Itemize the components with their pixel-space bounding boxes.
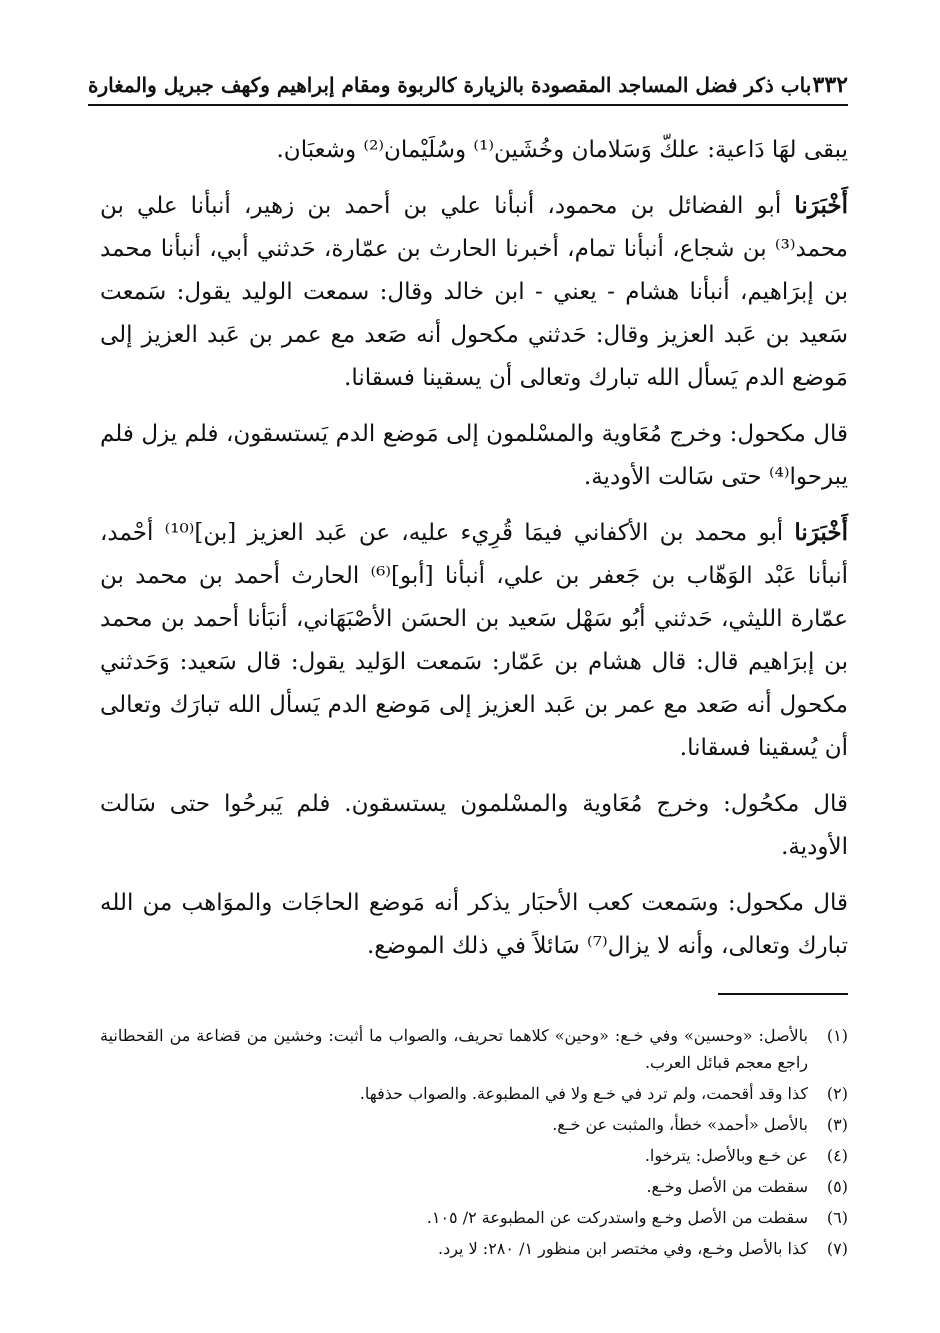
footnote-text: كذا وقد أقحمت، ولم ترد في خـع ولا في المطبوعة. والصواب حذفها. bbox=[359, 1084, 808, 1103]
footnote-text: سقطت من الأصل وخـع واستدركت عن المطبوعة ٢/ ١٠٥. bbox=[426, 1208, 808, 1227]
footnote-number: (٧) bbox=[826, 1239, 848, 1258]
paragraph-1 bbox=[100, 128, 848, 172]
footnote-text: بالأصل: «وحسين» وفي خـع: «وحين» كلاهما تحريف، والصواب ما أثبت: وخشين من قضاعة من القحطانية راجع معجم قبائل العرب. bbox=[100, 1026, 808, 1072]
paragraph-6 bbox=[100, 881, 848, 968]
footnote-separator bbox=[718, 993, 848, 995]
paragraph-text: قال مكحُول: وخرج مُعَاوية والمسْلمون يستسقون. فلم يَبرحُوا حتى سَالت الأودية. bbox=[100, 791, 848, 860]
paragraph-lead: أَخْبَرَنا bbox=[794, 192, 848, 219]
footnote-text: سقطت من الأصل وخـع. bbox=[646, 1177, 808, 1196]
paragraph-2 bbox=[100, 184, 848, 400]
running-header bbox=[88, 66, 848, 106]
paragraph-text: قال مكحول: وخرج مُعَاوية والمسْلمون إلى مَوضع الدم يَستسقون، فلم يزل فلم يبرحوا⁽⁴⁾ حتى سَالت الأودية. bbox=[100, 421, 848, 490]
footnote-number: (٤) bbox=[826, 1146, 848, 1165]
paragraph-5 bbox=[100, 782, 848, 869]
paragraph-3 bbox=[100, 412, 848, 499]
footnote bbox=[100, 1204, 848, 1231]
footnote-number: (٦) bbox=[826, 1208, 848, 1227]
footnote-number: (٣) bbox=[826, 1115, 848, 1134]
paragraph-text: قال مكحول: وسَمعت كعب الأحبَار يذكر أنه مَوضع الحاجَات والموَاهب من الله تبارك وتعالى، وأنه لا يزال⁽⁷⁾ سَائلاً في ذلك الموضع. bbox=[100, 890, 848, 959]
paragraph-text: أبو الفضائل بن محمود، أنبأنا علي بن أحمد بن زهير، أنبأنا علي بن محمد⁽³⁾ بن شجاع، أنبأنا تمام، أخبرنا الحارث بن عمّارة، حَدثني أبي، أنبأنا محمد بن إبرَاهيم، أنبأنا هشام - يعني - ابن خالد وقال: سمعت الوليد يقول: سَمعت سَعيد بن عَبد العزيز وقال: حَدثني مكحول أنه صَعد مع عمر بن عَبد العزيز إلى مَوضع الدم يَسأل الله تبارك وتعالى أن يسقينا فسقانا. bbox=[100, 193, 848, 391]
footnote bbox=[100, 1022, 848, 1076]
footnote-number: (٥) bbox=[826, 1177, 848, 1196]
footnote-number: (٢) bbox=[826, 1084, 848, 1103]
footnote-text: بالأصل «أحمد» خطأ، والمثبت عن خـع. bbox=[552, 1115, 808, 1134]
paragraph-4 bbox=[100, 511, 848, 770]
main-text bbox=[100, 128, 848, 980]
footnote bbox=[100, 1080, 848, 1107]
footnote-text: كذا بالأصل وخـع، وفي مختصر ابن منظور ١/ ٢٨٠: لا يرد. bbox=[438, 1239, 808, 1258]
paragraph-lead: أَخْبَرَنا bbox=[794, 519, 848, 546]
footnote-text: عن خـع وبالأصل: يترخوا. bbox=[644, 1146, 808, 1165]
footnote bbox=[100, 1111, 848, 1138]
footnote bbox=[100, 1235, 848, 1262]
chapter-title: باب ذكر فضل المساجد المقصودة بالزيارة كالربوة ومقام إبراهيم وكهف جبريل والمغارة bbox=[88, 73, 812, 97]
footnote bbox=[100, 1142, 848, 1169]
paragraph-text: أبو محمد بن الأكفاني فيمَا قُرِيء عليه، عن عَبد العزيز [بن]⁽¹⁰⁾ أحْمد، أنبأنا عَبْد الوَهّاب بن جَعفر بن علي، أنبأنا [أبو]⁽⁶⁾ الحارث أحمد بن محمد بن عمّارة الليثي، حَدثني أبُو سَهْل سَعيد بن الحسَن الأصْبَهَاني، أنبَأنا أحمد بن محمد بن إبرَاهيم قال: قال هشام بن عَمّار: سَمعت الوَليد يقول: قال سَعيد: وَحَدثني مكحول أنه صَعد مع عمر بن عَبد العزيز إلى مَوضع الدم يَسأل الله تبارَك وتعالى أن يُسقينا فسقانا. bbox=[100, 520, 848, 761]
footnotes bbox=[100, 1022, 848, 1266]
paragraph-text: يبقى لهَا دَاعية: علكّ وَسَلامان وخُشَين⁽¹⁾ وسُلَيْمان⁽²⁾ وشعبَان. bbox=[276, 137, 848, 163]
footnote bbox=[100, 1173, 848, 1200]
footnote-number: (١) bbox=[826, 1026, 848, 1045]
page-number: ٣٣٢ bbox=[812, 72, 848, 98]
